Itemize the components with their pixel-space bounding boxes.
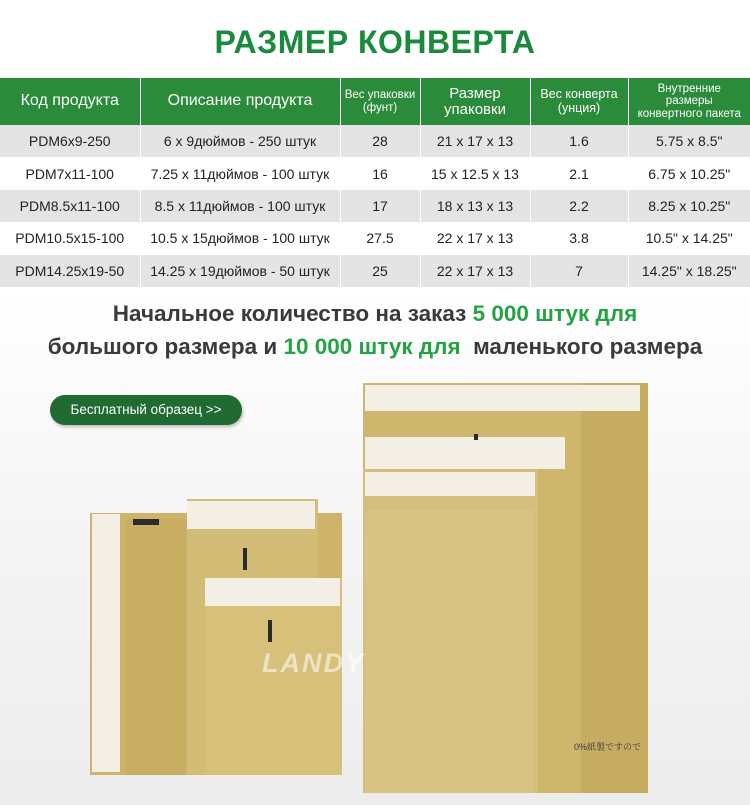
header-package-weight-text: Вес упаковки (фунт) [344, 89, 416, 114]
table-header-row [0, 78, 750, 125]
cell-product-code: PDM6x9-250 [0, 125, 140, 157]
moq-line-2-end: маленького размера [460, 334, 703, 359]
header-package-weight [340, 78, 420, 125]
table-row [0, 157, 750, 189]
page-title: РАЗМЕР КОНВЕРТА [214, 24, 536, 60]
cell-package-weight: 27.5 [340, 222, 420, 254]
cell-package-size: 18 x 13 x 13 [420, 190, 530, 222]
cell-package-size: 15 x 12.5 x 13 [420, 157, 530, 189]
moq-line-2 [0, 330, 750, 363]
header-package-size [420, 78, 530, 125]
cell-envelope-weight: 2.2 [530, 190, 628, 222]
minimum-order-text [0, 297, 750, 363]
tear-notch [474, 434, 478, 440]
header-package-size-text: Размер упаковки [444, 84, 506, 118]
release-strip [92, 514, 120, 772]
table-row [0, 222, 750, 254]
cell-inner-dimensions: 5.75 x 8.5" [628, 125, 750, 157]
envelope-print-text: 0%紙製ですので [574, 742, 642, 752]
release-strip [365, 385, 640, 411]
size-table [0, 78, 750, 287]
cell-package-size: 22 x 17 x 13 [420, 222, 530, 254]
release-strip [205, 578, 340, 606]
table-row [0, 190, 750, 222]
cell-product-code: PDM14.25x19-50 [0, 255, 140, 287]
moq-line-1-text: Начальное количество на заказ [112, 301, 473, 326]
cell-package-weight: 16 [340, 157, 420, 189]
tear-notch [243, 548, 247, 570]
cell-product-description: 8.5 x 11дюймов - 100 штук [140, 190, 340, 222]
cell-inner-dimensions: 10.5" x 14.25" [628, 222, 750, 254]
cell-product-description: 14.25 x 19дюймов - 50 штук [140, 255, 340, 287]
cell-product-code: PDM10.5x15-100 [0, 222, 140, 254]
cell-product-description: 6 x 9дюймов - 250 штук [140, 125, 340, 157]
cell-package-size: 21 x 17 x 13 [420, 125, 530, 157]
header-envelope-weight-text: Вес конверта (унция) [540, 87, 618, 115]
moq-line-1 [0, 297, 750, 330]
cell-package-weight: 28 [340, 125, 420, 157]
cell-product-description: 10.5 x 15дюймов - 100 штук [140, 222, 340, 254]
cell-package-weight: 25 [340, 255, 420, 287]
header-envelope-weight [530, 78, 628, 125]
release-strip [365, 437, 565, 469]
cell-product-code: PDM7x11-100 [0, 157, 140, 189]
moq-line-2-text: большого размера и [47, 334, 284, 359]
header-product-description: Описание продукта [140, 78, 340, 125]
envelope [365, 510, 533, 793]
cell-inner-dimensions: 6.75 x 10.25" [628, 157, 750, 189]
release-strip [187, 501, 315, 529]
header-inner-dimensions [628, 78, 750, 125]
moq-small-quantity: 10 000 штук для [283, 334, 461, 359]
free-sample-button[interactable]: Бесплатный образец >> [50, 395, 242, 425]
cell-envelope-weight: 2.1 [530, 157, 628, 189]
cell-package-weight: 17 [340, 190, 420, 222]
cell-inner-dimensions: 14.25" x 18.25" [628, 255, 750, 287]
table-row [0, 255, 750, 287]
moq-large-quantity: 5 000 штук для [472, 301, 638, 326]
tear-notch [133, 519, 159, 525]
cell-package-size: 22 x 17 x 13 [420, 255, 530, 287]
cell-product-code: PDM8.5x11-100 [0, 190, 140, 222]
tear-notch [268, 620, 272, 642]
envelope [126, 519, 186, 775]
table-row [0, 125, 750, 157]
cell-product-description: 7.25 x 11дюймов - 100 штук [140, 157, 340, 189]
cell-envelope-weight: 3.8 [530, 222, 628, 254]
cell-inner-dimensions: 8.25 x 10.25" [628, 190, 750, 222]
cell-envelope-weight: 1.6 [530, 125, 628, 157]
header-product-code: Код продукта [0, 78, 140, 125]
header-inner-dimensions-text: Внутренние размеры конвертного пакета [637, 83, 741, 120]
cell-envelope-weight: 7 [530, 255, 628, 287]
release-strip [365, 472, 535, 496]
brand-watermark: LANDY [262, 648, 365, 678]
